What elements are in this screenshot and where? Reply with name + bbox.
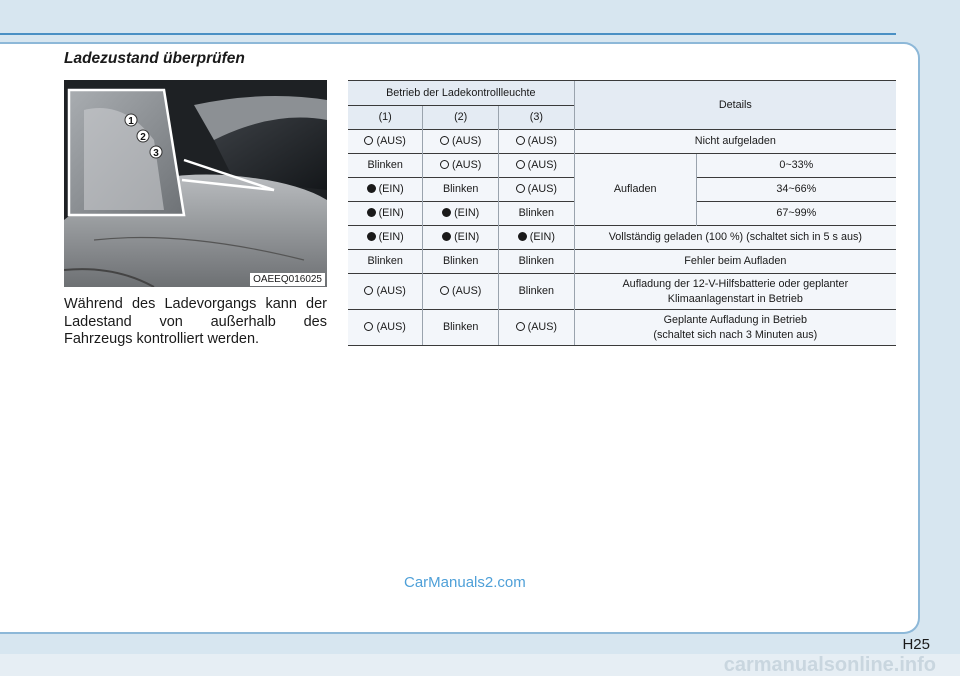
indicator-cell — [498, 274, 574, 310]
indicator-label: Blinken — [518, 285, 555, 297]
indicator-label: (AUS) — [451, 135, 482, 147]
indicator-cell — [423, 274, 499, 310]
indicator-label: (AUS) — [451, 285, 482, 297]
filled-circle-icon — [367, 232, 376, 241]
indicator-label: (AUS) — [527, 321, 558, 333]
header-details: Details — [574, 81, 896, 130]
detail-line-2: (schaltet sich nach 3 Minuten aus) — [653, 328, 818, 341]
empty-circle-icon — [516, 322, 525, 331]
indicator-label: (EIN) — [454, 207, 480, 219]
indicator-label: Blinken — [442, 321, 479, 333]
watermark: CarManuals2.com — [404, 574, 526, 591]
indicator-cell — [423, 202, 499, 226]
indicator-label: (EIN) — [378, 183, 404, 195]
detail-cell: Fehler beim Aufladen — [574, 250, 896, 274]
detail-line-1: Aufladung der 12-V-Hilfsbatterie oder geplanter — [622, 277, 849, 290]
indicator-cell — [348, 250, 423, 274]
indicator-cell — [423, 130, 499, 154]
status-table — [348, 80, 896, 346]
table-row — [348, 226, 896, 250]
indicator-cell — [498, 130, 574, 154]
car-photo — [64, 80, 327, 287]
indicator-cell — [498, 250, 574, 274]
callout-2: 2 — [140, 132, 146, 143]
filled-circle-icon — [518, 232, 527, 241]
indicator-state — [443, 321, 478, 333]
indicator-label: (AUS) — [451, 159, 482, 171]
subheader-1: (1) — [348, 106, 423, 130]
indicator-state — [516, 159, 557, 171]
table-row — [348, 130, 896, 154]
indicator-state — [367, 231, 404, 243]
indicator-cell — [348, 226, 423, 250]
indicator-state — [442, 231, 479, 243]
empty-circle-icon — [516, 136, 525, 145]
table-row — [348, 310, 896, 346]
filled-circle-icon — [442, 208, 451, 217]
indicator-cell — [423, 178, 499, 202]
header-group: Betrieb der Ladekontrollleuchte — [348, 81, 574, 106]
empty-circle-icon — [440, 160, 449, 169]
detail-cell — [574, 310, 896, 346]
indicator-label: (AUS) — [527, 159, 558, 171]
callout-1: 1 — [128, 116, 134, 127]
section-title: Ladezustand überprüfen — [64, 50, 245, 67]
indicator-label: (AUS) — [376, 285, 406, 297]
indicator-cell — [423, 250, 499, 274]
indicator-label: (EIN) — [454, 231, 480, 243]
photo-code: OAEEQ016025 — [250, 273, 325, 286]
detail-cell: Nicht aufgeladen — [574, 130, 896, 154]
indicator-label: Blinken — [442, 255, 479, 267]
detail-line-1: Geplante Aufladung in Betrieb — [663, 313, 808, 326]
indicator-cell — [498, 154, 574, 178]
table-row — [348, 154, 896, 178]
empty-circle-icon — [364, 286, 373, 295]
indicator-cell — [498, 310, 574, 346]
subheader-2: (2) — [423, 106, 499, 130]
subheader-3: (3) — [498, 106, 574, 130]
indicator-state — [519, 207, 554, 219]
indicator-state — [516, 321, 557, 333]
indicator-cell — [348, 274, 423, 310]
page-number: H25 — [902, 636, 930, 653]
indicator-state — [443, 183, 478, 195]
indicator-state — [364, 285, 405, 297]
indicator-cell — [423, 226, 499, 250]
indicator-label: Blinken — [442, 183, 479, 195]
indicator-state — [519, 285, 554, 297]
empty-circle-icon — [364, 322, 373, 331]
empty-circle-icon — [440, 286, 449, 295]
detail-cell: 67~99% — [696, 202, 896, 226]
indicator-state — [440, 159, 481, 171]
table-row — [348, 250, 896, 274]
empty-circle-icon — [364, 136, 373, 145]
indicator-state — [367, 255, 402, 267]
indicator-label: (AUS) — [376, 135, 406, 147]
indicator-label: (AUS) — [527, 135, 558, 147]
filled-circle-icon — [367, 184, 376, 193]
indicator-label: Blinken — [518, 255, 555, 267]
indicator-state — [518, 231, 555, 243]
indicator-cell — [348, 178, 423, 202]
callout-3: 3 — [153, 148, 159, 159]
detail-cell: 34~66% — [696, 178, 896, 202]
indicator-state — [516, 183, 557, 195]
footer-watermark: carmanualsonline.info — [0, 654, 960, 676]
empty-circle-icon — [440, 136, 449, 145]
indicator-label: Blinken — [518, 207, 555, 219]
indicator-label: Blinken — [367, 159, 403, 171]
indicator-cell — [423, 310, 499, 346]
indicator-cell — [423, 154, 499, 178]
indicator-cell — [498, 178, 574, 202]
filled-circle-icon — [367, 208, 376, 217]
header-rule — [0, 33, 896, 35]
indicator-state — [367, 159, 402, 171]
indicator-state — [367, 183, 404, 195]
table-row — [348, 274, 896, 310]
indicator-state — [364, 321, 405, 333]
indicator-cell — [498, 226, 574, 250]
indicator-state — [440, 285, 481, 297]
indicator-label: (AUS) — [527, 183, 558, 195]
indicator-label: Blinken — [367, 255, 403, 267]
indicator-cell — [348, 202, 423, 226]
indicator-label: (AUS) — [376, 321, 406, 333]
indicator-cell — [348, 310, 423, 346]
indicator-cell — [348, 154, 423, 178]
detail-cell: Vollständig geladen (100 %) (schaltet sich in 5 s aus) — [574, 226, 896, 250]
filled-circle-icon — [442, 232, 451, 241]
empty-circle-icon — [516, 184, 525, 193]
detail-line-2: Klimaanlagenstart in Betrieb — [667, 292, 803, 305]
indicator-state — [516, 135, 557, 147]
indicator-state — [519, 255, 554, 267]
indicator-label: (EIN) — [378, 207, 404, 219]
empty-circle-icon — [516, 160, 525, 169]
indicator-state — [443, 255, 478, 267]
indicator-state — [442, 207, 479, 219]
detail-cell: 0~33% — [696, 154, 896, 178]
indicator-cell — [498, 202, 574, 226]
body-paragraph: Während des Ladevorgangs kann der Ladestand von außerhalb des Fahrzeugs kontrolliert werden. — [64, 296, 327, 347]
detail-cell — [574, 274, 896, 310]
indicator-state — [364, 135, 405, 147]
indicator-cell — [348, 130, 423, 154]
indicator-label: (EIN) — [529, 231, 555, 243]
indicator-state — [367, 207, 404, 219]
indicator-label: (EIN) — [378, 231, 404, 243]
detail-group-cell: Aufladen — [574, 154, 696, 226]
indicator-state — [440, 135, 481, 147]
